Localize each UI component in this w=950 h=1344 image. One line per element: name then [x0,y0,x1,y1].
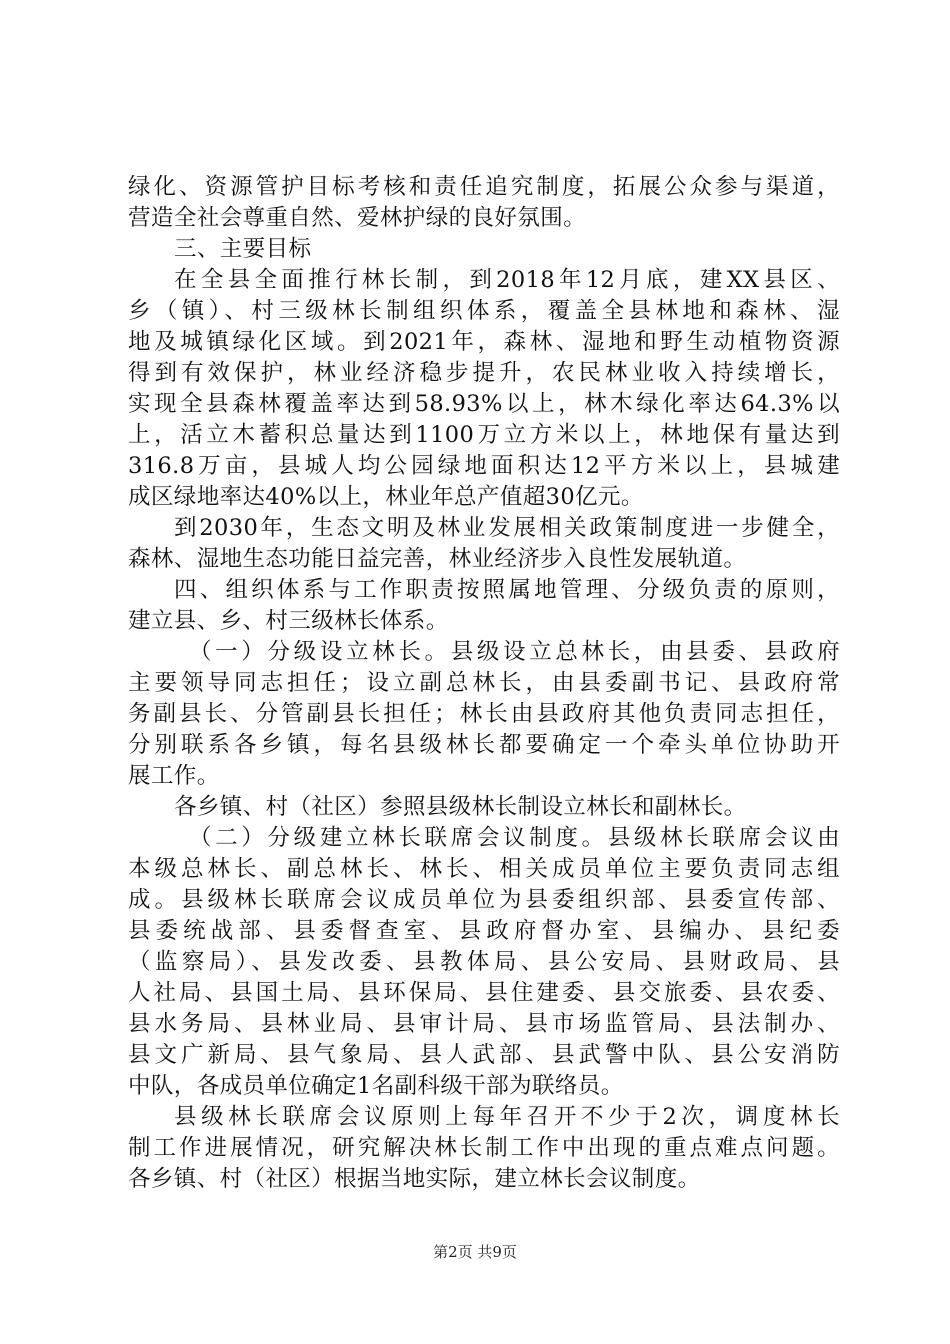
text-line: 到2030年，生态文明及林业发展相关政策制度进一步健全， [174,515,840,541]
text-line: 三、主要目标 [174,236,312,262]
text-line: 各乡镇、村（社区）根据当地实际，建立林长会议制度。 [128,1166,701,1192]
text-line: 得到有效保护，林业经济稳步提升，农民林业收入持续增长， [128,360,840,386]
text-line: 县水务局、县林业局、县审计局、县市场监管局、县法制办、 [128,1011,840,1037]
text-line: 人社局、县国土局、县环保局、县住建委、县交旅委、县农委、 [128,980,840,1006]
text-line: 务副县长、分管副县长担任；林长由县政府其他负责同志担任， [128,701,840,727]
text-line: 实现全县森林覆盖率达到58.93%以上，林木绿化率达64.3%以 [128,391,840,417]
page-number-label: 第2页 共9页 [433,1243,517,1261]
text-line: 展工作。 [128,763,220,789]
text-line: 县级林长联席会议原则上每年召开不少于2次，调度林长 [174,1104,840,1130]
text-line: 各乡镇、村（社区）参照县级林长制设立林长和副林长。 [174,794,747,820]
text-line: 316.8万亩，县城人均公园绿地面积达12平方米以上，县城建 [128,453,840,479]
text-line: （监察局）、县发改委、县教体局、县公安局、县财政局、县 [128,949,840,975]
text-line: 成。县级林长联席会议成员单位为县委组织部、县委宣传部、 [128,887,840,913]
text-line: 县委统战部、县委督查室、县政府督办室、县编办、县纪委 [128,918,840,944]
page-footer [0,1242,950,1262]
text-line: 建立县、乡、村三级林长体系。 [128,608,449,634]
text-line: 绿化、资源管护目标考核和责任追究制度，拓展公众参与渠道， [128,174,840,200]
text-line: 乡（镇）、村三级林长制组织体系，覆盖全县林地和森林、湿 [128,298,840,324]
text-line: 主要领导同志担任；设立副总林长，由县委副书记、县政府常 [128,670,840,696]
text-line: 在全县全面推行林长制，到2018年12月底，建XX县区、 [174,267,840,293]
text-line: 分别联系各乡镇，每名县级林长都要确定一个牵头单位协助开 [128,732,840,758]
text-line: 县文广新局、县气象局、县人武部、县武警中队、县公安消防 [128,1042,840,1068]
text-line: 制工作进展情况，研究解决林长制工作中出现的重点难点问题。 [128,1135,840,1161]
text-line: （二）分级建立林长联席会议制度。县级林长联席会议由 [189,825,840,851]
text-line: 四、组织体系与工作职责按照属地管理、分级负责的原则， [174,577,840,603]
text-line: 上，活立木蓄积总量达到1100万立方米以上，林地保有量达到 [128,422,840,448]
text-line: 中队，各成员单位确定1名副科级干部为联络员。 [128,1073,624,1099]
text-line: 地及城镇绿化区域。到2021年，森林、湿地和野生动植物资源 [128,329,840,355]
text-line: 本级总林长、副总林长、林长、相关成员单位主要负责同志组 [128,856,840,882]
document-body [128,172,840,1195]
text-line: 营造全社会尊重自然、爱林护绿的良好氛围。 [128,205,587,231]
text-line: （一）分级设立林长。县级设立总林长，由县委、县政府 [189,639,840,665]
text-line: 成区绿地率达40%以上，林业年总产值超30亿元。 [128,484,644,510]
text-line: 森林、湿地生态功能日益完善，林业经济步入良性发展轨道。 [128,546,747,572]
